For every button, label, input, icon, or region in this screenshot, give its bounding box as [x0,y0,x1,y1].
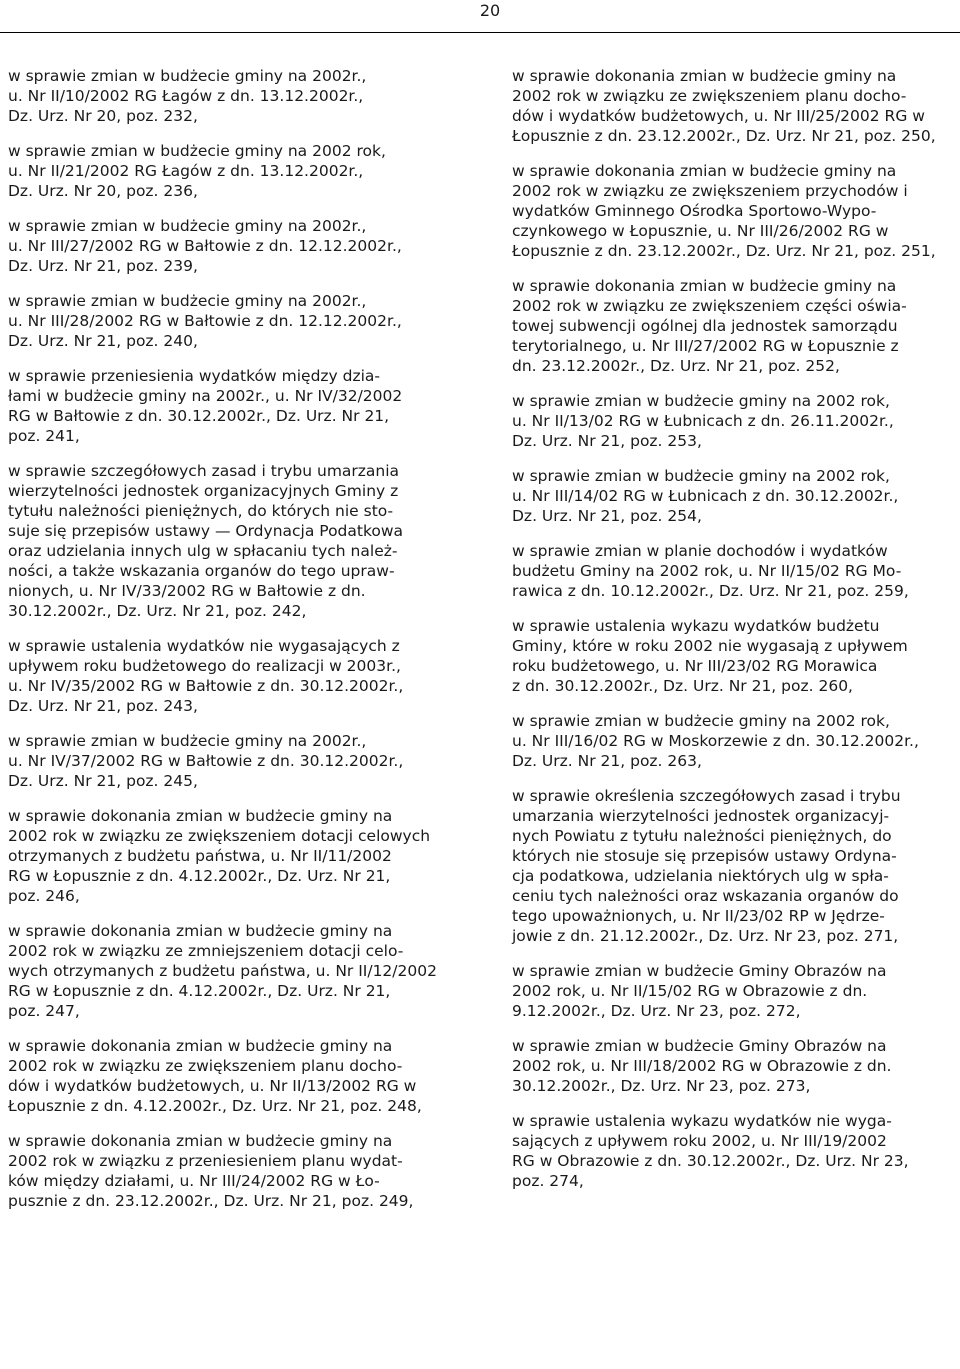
list-item: w sprawie zmian w budżecie gminy na 2002 rok, u. Nr II/21/2002 RG Łagów z dn. 13.12.2002r., Dz. Urz. Nr 20, poz. 236, [8,142,386,200]
header-rule [0,32,960,33]
list-item: w sprawie przeniesienia wydatków między dzia- łami w budżecie gminy na 2002r., u. Nr IV/32/2002 RG w Bałtowie z dn. 30.12.2002r., Dz. Urz. Nr 21, poz. 241, [8,367,403,445]
list-item: w sprawie dokonania zmian w budżecie gminy na 2002 rok w związku ze zwiększeniem części oświa- towej subwencji ogólnej dla jednostek samorządu terytorialnego, u. Nr III/27/2002 RG w Łopusznie z dn. 23.12.2002r., Dz. Urz. Nr 21, poz. 252, [512,277,907,375]
list-item: w sprawie zmian w budżecie gminy na 2002 rok, u. Nr II/13/02 RG w Łubnicach z dn. 26.11.2002r., Dz. Urz. Nr 21, poz. 253, [512,392,894,450]
list-item: w sprawie zmian w budżecie gminy na 2002r., u. Nr III/28/2002 RG w Bałtowie z dn. 12.12.2002r., Dz. Urz. Nr 21, poz. 240, [8,292,402,350]
list-item: w sprawie zmian w budżecie gminy na 2002r., u. Nr III/27/2002 RG w Bałtowie z dn. 12.12.2002r., Dz. Urz. Nr 21, poz. 239, [8,217,402,275]
list-item: w sprawie zmian w budżecie gminy na 2002r., u. Nr II/10/2002 RG Łagów z dn. 13.12.2002r., Dz. Urz. Nr 20, poz. 232, [8,67,367,125]
left-column [8,66,452,1226]
list-item: w sprawie dokonania zmian w budżecie gminy na 2002 rok w związku ze zwiększeniem planu docho- dów i wydatków budżetowych, u. Nr III/25/2002 RG w Łopusznie z dn. 23.12.2002r., Dz. Urz. Nr 21, poz. 250, [512,67,936,145]
list-item: w sprawie zmian w budżecie Gminy Obrazów na 2002 rok, u. Nr III/18/2002 RG w Obrazowie z dn. 30.12.2002r., Dz. Urz. Nr 23, poz. 273, [512,1037,892,1095]
list-item: w sprawie dokonania zmian w budżecie gminy na 2002 rok w związku ze zwiększeniem przychodów i wydatków Gminnego Ośrodka Sportowo-Wypo- czynkowego w Łopusznie, u. Nr III/26/2002 RG w Łopusznie z dn. 23.12.2002r., Dz. Urz. Nr 21, poz. 251, [512,162,936,260]
list-item: w sprawie dokonania zmian w budżecie gminy na 2002 rok w związku ze zmniejszeniem dotacji celo- wych otrzymanych z budżetu państwa, u. Nr II/12/2002 RG w Łopusznie z dn. 4.12.2002r., Dz. Urz. Nr 21, poz. 247, [8,922,437,1020]
list-item: w sprawie ustalenia wykazu wydatków budżetu Gminy, które w roku 2002 nie wygasają z upływem roku budżetowego, u. Nr III/23/02 RG Morawica z dn. 30.12.2002r., Dz. Urz. Nr 21, poz. 260, [512,617,908,695]
list-item: w sprawie ustalenia wydatków nie wygasających z upływem roku budżetowego do realizacji w 2003r., u. Nr IV/35/2002 RG w Bałtowie z dn. 30.12.2002r., Dz. Urz. Nr 21, poz. 243, [8,637,404,715]
list-item: w sprawie zmian w planie dochodów i wydatków budżetu Gminy na 2002 rok, u. Nr II/15/02 RG Mo- rawica z dn. 10.12.2002r., Dz. Urz. Nr 21, poz. 259, [512,542,909,600]
list-item: w sprawie zmian w budżecie gminy na 2002 rok, u. Nr III/14/02 RG w Łubnicach z dn. 30.12.2002r., Dz. Urz. Nr 21, poz. 254, [512,467,899,525]
list-item: w sprawie szczegółowych zasad i trybu umarzania wierzytelności jednostek organizacyjnych Gminy z tytułu należności pieniężnych, do których nie sto- suje się przepisów ustawy — Ordynacja Podatkowa oraz udzielania innych ulg w spłacaniu tych należ- ności, a także wskazania organów do tego upraw- nionych, u. Nr IV/33/2002 RG w Bałtowie z dn. 30.12.2002r., Dz. Urz. Nr 21, poz. 242, [8,462,404,620]
list-item: w sprawie zmian w budżecie gminy na 2002r., u. Nr IV/37/2002 RG w Bałtowie z dn. 30.12.2002r., Dz. Urz. Nr 21, poz. 245, [8,732,404,790]
list-item: w sprawie ustalenia wykazu wydatków nie wyga- sających z upływem roku 2002, u. Nr III/19/2002 RG w Obrazowie z dn. 30.12.2002r., Dz. Urz. Nr 23, poz. 274, [512,1112,909,1190]
list-item: w sprawie dokonania zmian w budżecie gminy na 2002 rok w związku ze zwiększeniem dotacji celowych otrzymanych z budżetu państwa, u. Nr II/11/2002 RG w Łopusznie z dn. 4.12.2002r., Dz. Urz. Nr 21, poz. 246, [8,807,431,905]
page-number: 20 [479,1,501,20]
list-item: w sprawie zmian w budżecie Gminy Obrazów na 2002 rok, u. Nr II/15/02 RG w Obrazowie z dn. 9.12.2002r., Dz. Urz. Nr 23, poz. 272, [512,962,887,1020]
right-column [512,66,956,1206]
list-item: w sprawie określenia szczegółowych zasad i trybu umarzania wierzytelności jednostek organizacyj- nych Powiatu z tytułu należności pieniężnych, do których nie stosuje się przepisów ustawy Ordyna- cja podatkowa, udzielania niektórych ulg w spła- ceniu tych należności oraz wskazania organów do tego upoważnionych, u. Nr II/23/02 RP w Jędrze- jowie z dn. 21.12.2002r., Dz. Urz. Nr 23, poz. 271, [512,787,901,945]
list-item: w sprawie dokonania zmian w budżecie gminy na 2002 rok w związku ze zwiększeniem planu docho- dów i wydatków budżetowych, u. Nr II/13/2002 RG w Łopusznie z dn. 4.12.2002r., Dz. Urz. Nr 21, poz. 248, [8,1037,422,1115]
list-item: w sprawie zmian w budżecie gminy na 2002 rok, u. Nr III/16/02 RG w Moskorzewie z dn. 30.12.2002r., Dz. Urz. Nr 21, poz. 263, [512,712,919,770]
list-item: w sprawie dokonania zmian w budżecie gminy na 2002 rok w związku z przeniesieniem planu wydat- ków między działami, u. Nr III/24/2002 RG w Ło- pusznie z dn. 23.12.2002r., Dz. Urz. Nr 21, poz. 249, [8,1132,414,1210]
